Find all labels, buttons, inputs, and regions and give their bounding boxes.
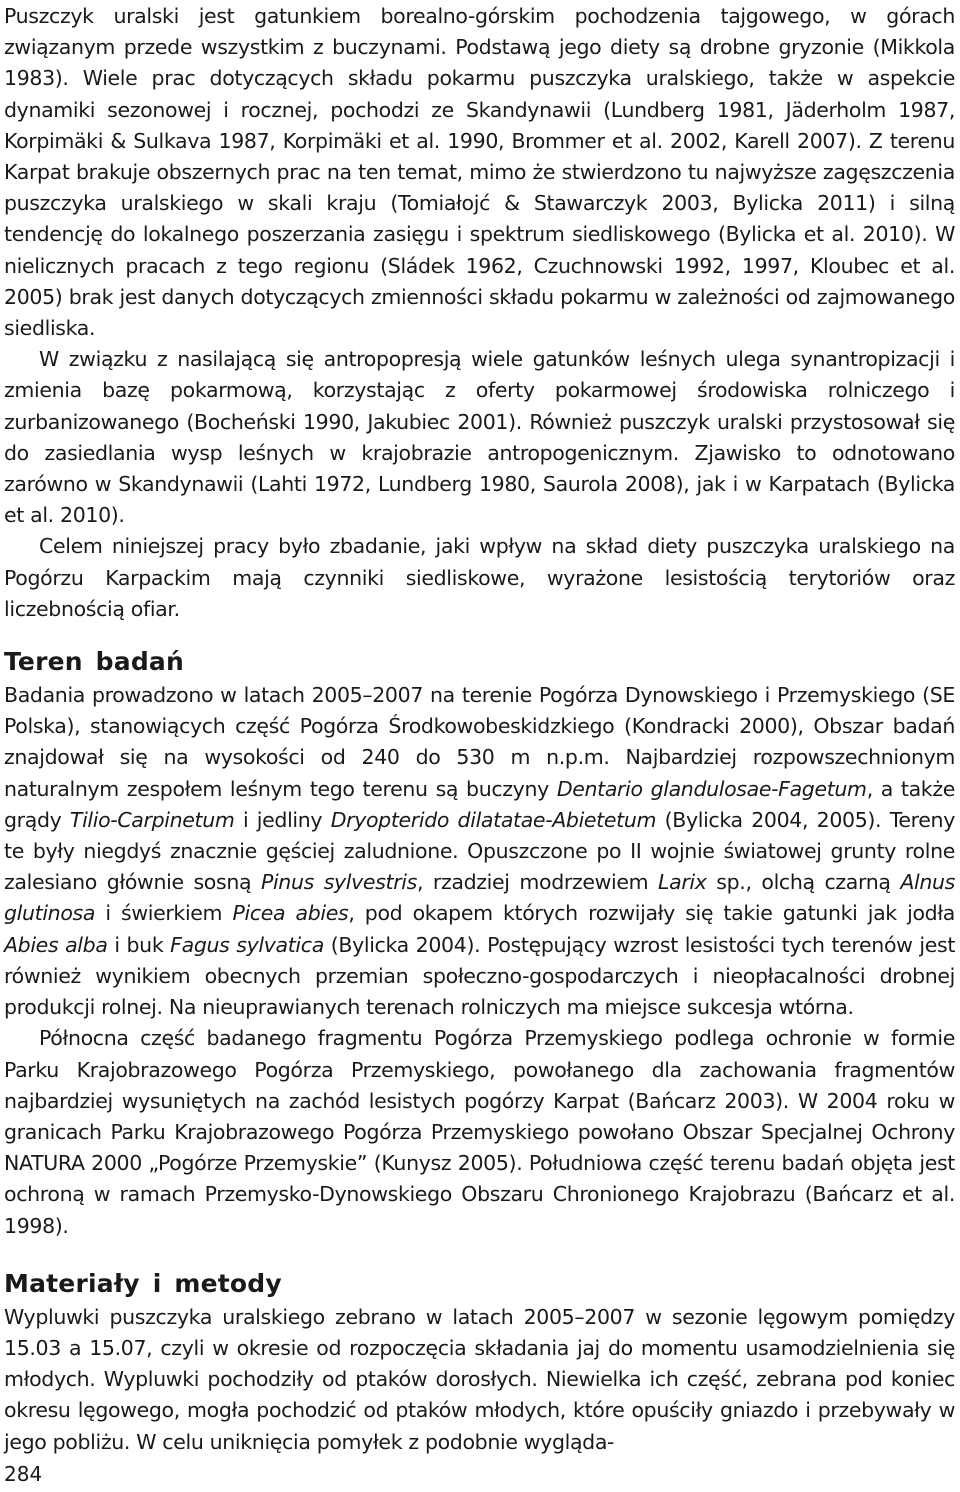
teren-paragraph-1 <box>4 680 955 1023</box>
species-name: Abies alba <box>4 932 108 957</box>
text-run: i jedliny <box>234 807 331 832</box>
species-name: Tilio-Carpinetum <box>69 807 235 832</box>
species-name: Larix <box>658 870 707 895</box>
species-name: Alnus glutinosa <box>4 870 955 926</box>
species-name: Dentario glandulosae-Fagetum <box>556 776 867 801</box>
text-run: i buk <box>107 932 171 957</box>
teren-paragraph-2: Północna część badanego fragmentu Pogórza Przemyskiego podlega ochronie w formie Parku Krajobrazowego Pogórza Przemyskiego, powołanego dla zachowania fragmentów najbardziej wysuniętych na zachód lesistych pogórzy Karpat (Bańcarz 2003). W 2004 roku w granicach Parku Krajobrazowego Pogórza Przemyskiego powołano Obszar Specjalnej Ochrony NATURA 2000 „Pogórze Przemyskie” (Kunysz 2005). Południowa część terenu badań objęta jest ochroną w ramach Przemysko-Dynowskiego Obszaru Chronionego Krajobrazu (Bańcarz et al. 1998). <box>4 1026 955 1238</box>
text-run: (Bylicka 2004). Postępujący wzrost lesistości tych terenów jest również wynikiem obecnych przemian społeczno-gospodarczych i nieopłacalności drobnej produkcji rolnej. Na nieuprawianych terenach rolniczych ma miejsce sukcesja wtórna. <box>4 932 956 1020</box>
species-name: Picea abies <box>232 901 349 926</box>
intro-paragraph-2: W związku z nasilającą się antropopresją wiele gatunków leśnych ulega synantropizacji i zmienia bazę pokarmową, korzystając z oferty pokarmowej środowiska rolniczego i zurbanizowanego (Bocheński 1990, Jakubiec 2001). Również puszczyk uralski przystosował się do zasiedlania wysp leśnych w krajobrazie antropogenicznym. Zjawisko to odnotowano zarówno w Skandynawii (Lahti 1972, Lundberg 1980, Saurola 2008), jak i w Karpatach (Bylicka et al. 2010). <box>4 347 955 528</box>
text-run: sp., olchą czarną <box>706 870 901 895</box>
section-heading-teren-badan: Teren badań <box>4 647 185 677</box>
text-run: (Bylicka 2004, 2005). Tereny te były niegdyś znacznie gęściej zaludnione. Opuszczone po II wojnie światowej grunty rolne zalesiano głównie sosną <box>4 807 955 895</box>
species-name: Fagus sylvatica <box>170 932 324 957</box>
intro-paragraph-1: Puszczyk uralski jest gatunkiem borealno-górskim pochodzenia tajgowego, w górach związanym przede wszystkim z buczynami. Podstawą jego diety są drobne gryzonie (Mikkola 1983). Wiele prac dotyczących składu pokarmu puszczyka uralskiego, także w aspekcie dynamiki sezonowej i rocznej, pochodzi ze Skandynawii (Lundberg 1981, Jäderholm 1987, Korpimäki & Sulkava 1987, Korpimäki et al. 1990, Brommer et al. 2002, Karell 2007). Z terenu Karpat brakuje obszernych prac na ten temat, mimo że stwierdzono tu najwyższe zagęszczenia puszczyka uralskiego w skali kraju (Tomiałojć & Stawarczyk 2003, Bylicka 2011) i silną tendencję do lokalnego poszerzania zasięgu i spektrum siedliskowego (Bylicka et al. 2010). W nielicznych pracach z tego regionu (Sládek 1962, Czuchnowski 1992, 1997, Kloubec et al. 2005) brak jest danych dotyczących zmienności składu pokarmu w zależności od zajmowanego siedliska. <box>4 4 955 341</box>
text-run: , rzadziej modrzewiem <box>416 870 659 895</box>
species-name: Pinus sylvestris <box>260 870 417 895</box>
page-body <box>4 0 955 1458</box>
text-run: , pod okapem których rozwijały się takie gatunki jak jodła <box>348 901 956 926</box>
materialy-paragraph-1: Wypluwki puszczyka uralskiego zebrano w latach 2005–2007 w sezonie lęgowym pomiędzy 15.03 a 15.07, czyli w okresie od rozpoczęcia składania jaj do momentu usamodzielnienia się młodych. Wypluwki pochodziły od ptaków dorosłych. Niewielka ich część, zebrana pod koniec okresu lęgowego, mogła pochodzić od ptaków młodych, które opuściły gniazdo i przebywały w jego pobliżu. W celu uniknięcia pomyłek z podobnie wygląda- <box>4 1304 955 1454</box>
species-name: Dryopterido dilatatae-Abietetum <box>330 807 657 832</box>
section-heading-materialy-i-metody: Materiały i metody <box>4 1268 282 1298</box>
text-run: , a także grądy <box>4 776 955 832</box>
text-run: Badania prowadzono w latach 2005–2007 na terenie Pogórza Dynowskiego i Przemyskiego (SE Polska), stanowiących część Pogórza Środkowobeskidzkiego (Kondracki 2000), Obszar badań znajdował się na wysokości od 240 do 530 m n.p.m. Najbardziej rozpowszechnionym naturalnym zespołem leśnym tego terenu są buczyny <box>4 683 955 801</box>
text-run: i świerkiem <box>95 901 233 926</box>
intro-paragraph-3: Celem niniejszej pracy było zbadanie, jaki wpływ na skład diety puszczyka uralskiego na Pogórzu Karpackim mają czynniki siedliskowe, wyrażone lesistością terytoriów oraz liczebnością ofiar. <box>4 534 955 621</box>
page-number: 284 <box>4 1462 43 1486</box>
